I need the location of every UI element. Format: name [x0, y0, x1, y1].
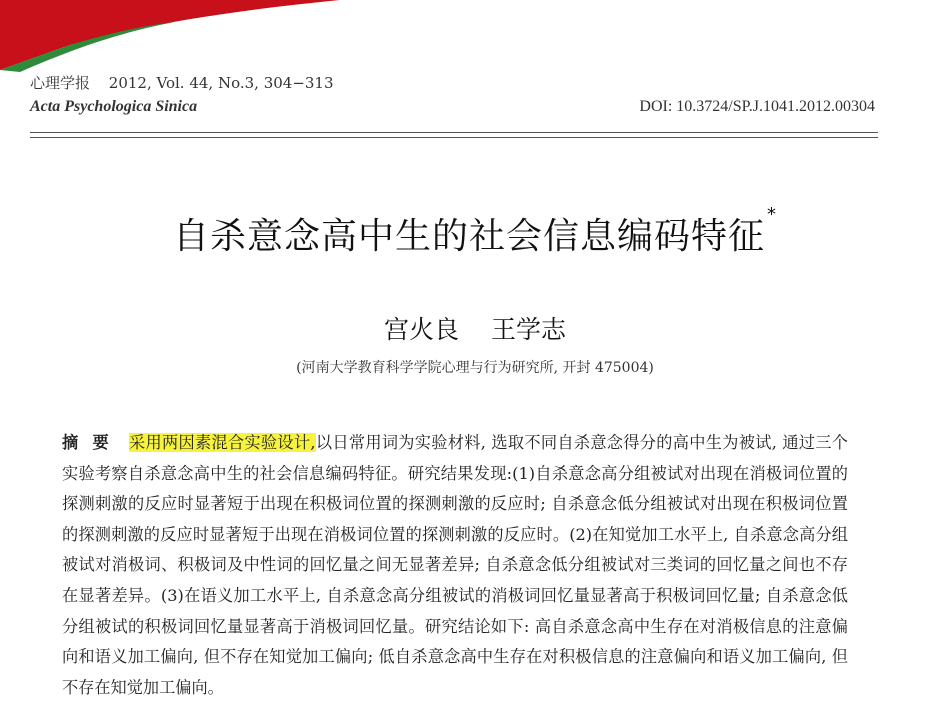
abstract-label: 摘要 [62, 433, 123, 452]
header-rule-top [30, 132, 878, 133]
header-rule-bottom [30, 137, 878, 138]
title-footnote-mark[interactable]: * [767, 204, 777, 225]
journal-subheader [30, 98, 875, 116]
journal-header [30, 72, 875, 93]
author-name: 宫火良 [384, 315, 460, 344]
corner-ribbon-decoration [0, 0, 340, 80]
doi-link[interactable]: DOI: 10.3724/SP.J.1041.2012.00304 [639, 98, 875, 115]
author-name: 王学志 [490, 315, 566, 344]
highlighted-text: 采用两因素混合实验设计, [128, 433, 316, 452]
abstract-text: 以日常用词为实验材料, 选取不同自杀意念得分的高中生为被试, 通过三个实验考察自杀意念高中生的社会信息编码特征。研究结果发现:(1)自杀意念高分组被试对出现在消极词位置的探测刺激的反应时显著短于出现在积极词位置的探测刺激的反应时; 自杀意念低分组被试对出现在积极词位置的探测刺激的反应时显著短于出现在消极词位置的探测刺激的反应时。(2)在知觉加工水平上, 自杀意念高分组被试对消极词、积极词及中性词的回忆量之间无显著差异; 自杀意念低分组被试对三类词的回忆量之间也不存在显著差异。(3)在语义加工水平上, 自杀意念高分组被试的消极词回忆量显著高于积极词回忆量; 自杀意念低分组被试的积极词回忆量显著高于消极词回忆量。研究结论如下: 高自杀意念高中生存在对消极信息的注意偏向和语义加工偏向, 但不存在知觉加工偏向; 低自杀意念高中生存在对积极信息的注意偏向和语义加工偏向, 但不存在知觉加工偏向。 [62, 433, 848, 697]
abstract-body [62, 428, 848, 703]
author-affiliation: (河南大学教育科学学院心理与行为研究所, 开封 475004) [296, 360, 654, 376]
author-list [0, 310, 950, 346]
journal-name-cn: 心理学报 [30, 74, 91, 92]
citation-info: 2012, Vol. 44, No.3, 304−313 [108, 74, 334, 92]
paper-title: 自杀意念高中生的社会信息编码特征* [172, 204, 777, 257]
journal-name-en: Acta Psychologica Sinica [30, 98, 198, 115]
